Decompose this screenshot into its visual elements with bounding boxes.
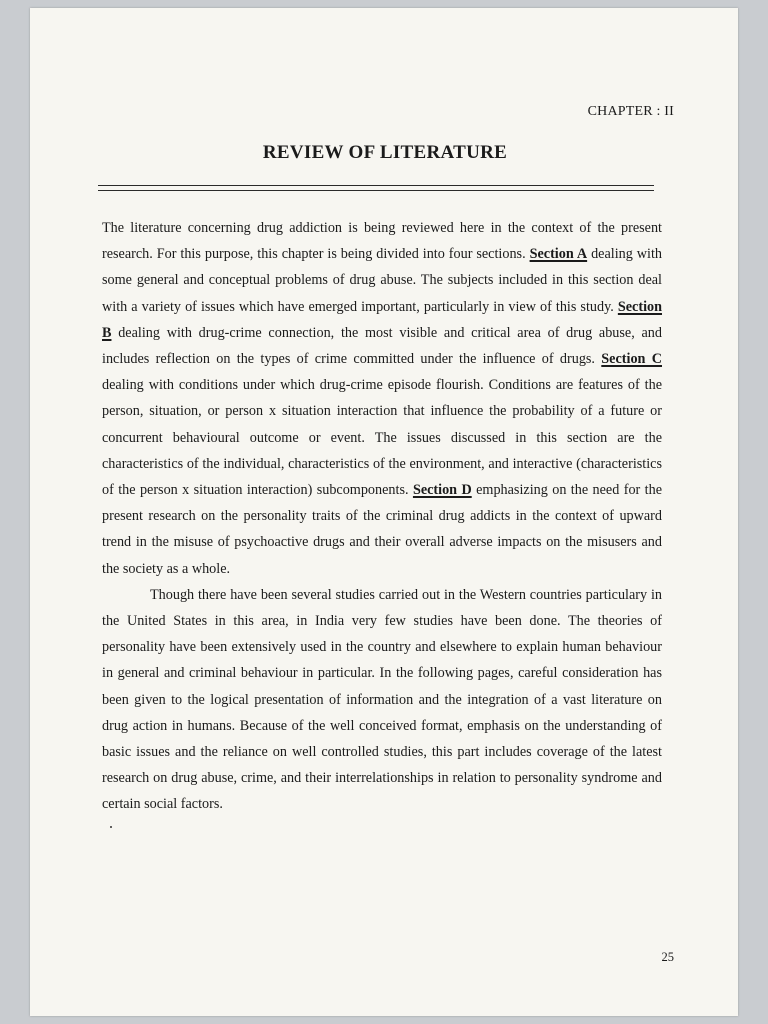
scan-speck bbox=[110, 826, 112, 828]
chapter-label: CHAPTER : II bbox=[587, 104, 674, 119]
paragraph-1-text-1: The literature concerning drug addiction is being reviewed here in the context of the present research. For this purpose, this chapter is being divided into four sections. bbox=[102, 220, 662, 263]
body-text bbox=[102, 215, 662, 818]
section-c-reference: Section C bbox=[601, 351, 662, 368]
section-d-reference: Section D bbox=[412, 482, 472, 499]
chapter-title: REVIEW OF LITERATURE bbox=[262, 142, 508, 163]
paragraph-1-text-4: dealing with conditions under which drug-crime episode flourish. Conditions are features of the person, situation, or person x situation interaction that influence the probability of a future or concurrent behavioural outcome or event. The issues discussed in this section are the characteristics of the individual, characteristics of the environment, and interactive (characteristics of the person x situation interaction) subcomponents. bbox=[102, 377, 662, 499]
paragraph-1-text-2: dealing with some general and conceptual problems of drug abuse. The subjects included in this section deal with a variety of issues which have emerged important, particularly in view of this study. bbox=[102, 246, 662, 315]
paper-sheet bbox=[30, 8, 738, 1016]
page-content bbox=[102, 8, 674, 1016]
paragraph-2: Though there have been several studies carried out in the Western countries particulary in the United States in this area, in India very few studies have been done. The theories of personality have been extensively used in the country and elsewhere to explain human behaviour in general and criminal behaviour in particular. In the following pages, careful consideration has been given to the logical presentation of information and the integration of a vast literature on drug action in humans. Because of the well conceived format, emphasis on the understanding of basic issues and the reliance on well controlled studies, this part includes coverage of the latest research on drug abuse, crime, and their interrelationships in relation to personality syndrome and certain social factors. bbox=[102, 586, 662, 813]
paragraph-1-text-5: emphasizing on the need for the present research on the personality traits of the criminal drug addicts in the context of upward trend in the misuse of psychoactive drugs and their overall adverse impacts on the misusers and the society as a whole. bbox=[102, 482, 662, 577]
page-number: 25 bbox=[661, 950, 674, 964]
paragraph-1-text-3: dealing with drug-crime connection, the most visible and critical area of drug abuse, and includes reflection on the types of crime committed under the influence of drugs. bbox=[102, 324, 662, 368]
section-a-reference: Section A bbox=[529, 246, 588, 263]
title-double-rule bbox=[98, 185, 654, 191]
section-b-reference: Section B bbox=[102, 298, 662, 341]
paragraph-1 bbox=[102, 215, 662, 582]
